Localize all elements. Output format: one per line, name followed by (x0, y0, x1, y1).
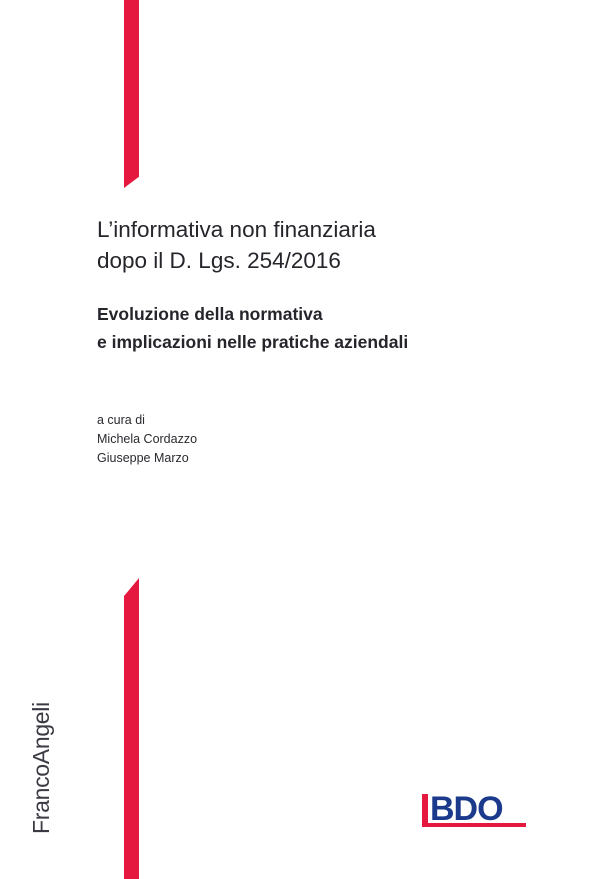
subtitle-line-1: Evoluzione della normativa (97, 304, 323, 324)
bdo-logo (422, 787, 526, 833)
book-subtitle (97, 300, 557, 356)
editors-intro: a cura di (97, 413, 145, 427)
red-accent-bar-bottom (124, 578, 139, 879)
editors-block (97, 411, 197, 468)
red-accent-bar-top (124, 0, 139, 188)
editor-name: Michela Cordazzo (97, 432, 198, 446)
title-line-2: dopo il D. Lgs. 254/2016 (97, 248, 341, 273)
editor-name: Giuseppe Marzo (97, 451, 189, 465)
bdo-logo-text: BDO (430, 790, 503, 828)
title-line-1: L’informativa non finanziaria (97, 217, 376, 242)
book-title (97, 214, 557, 276)
subtitle-line-2: e implicazioni nelle pratiche aziendali (97, 332, 409, 352)
publisher-name: FrancoAngeli (28, 702, 54, 834)
